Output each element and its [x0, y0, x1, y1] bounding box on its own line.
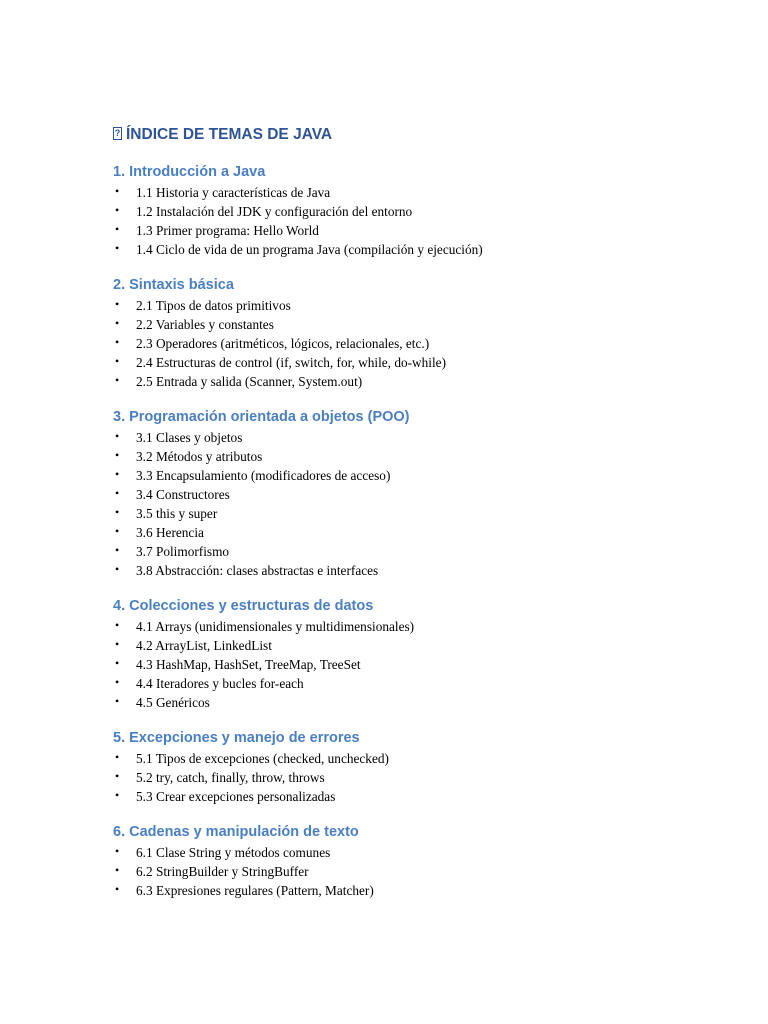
list-item-text: 3.3 Encapsulamiento (modificadores de acceso) [136, 468, 391, 483]
section-3 [113, 406, 713, 580]
topic-list [113, 296, 713, 391]
section-5 [113, 727, 713, 806]
list-item [113, 561, 713, 580]
list-item [113, 655, 713, 674]
list-item-text: 5.1 Tipos de excepciones (checked, unchecked) [136, 751, 389, 766]
list-item [113, 485, 713, 504]
bullet-icon: • [115, 637, 120, 651]
bullet-icon: • [115, 203, 120, 217]
bullet-icon: • [115, 694, 120, 708]
list-item-text: 3.4 Constructores [136, 487, 230, 502]
list-item [113, 296, 713, 315]
list-item-text: 2.2 Variables y constantes [136, 317, 274, 332]
list-item [113, 843, 713, 862]
list-item-text: 4.4 Iteradores y bucles for-each [136, 676, 304, 691]
list-item-text: 4.2 ArrayList, LinkedList [136, 638, 272, 653]
list-item [113, 466, 713, 485]
list-item [113, 862, 713, 881]
bullet-icon: • [115, 448, 120, 462]
list-item [113, 636, 713, 655]
list-item-text: 6.1 Clase String y métodos comunes [136, 845, 331, 860]
list-item [113, 315, 713, 334]
topic-list [113, 749, 713, 806]
section-heading: 6. Cadenas y manipulación de texto [113, 824, 359, 840]
list-item [113, 504, 713, 523]
section-heading: 1. Introducción a Java [113, 164, 266, 180]
topic-list [113, 183, 713, 259]
section-1 [113, 161, 713, 259]
bullet-icon: • [115, 543, 120, 557]
bullet-icon: • [115, 297, 120, 311]
bullet-icon: • [115, 675, 120, 689]
list-item-text: 2.1 Tipos de datos primitivos [136, 298, 291, 313]
list-item-text: 3.5 this y super [136, 506, 218, 521]
list-item-text: 3.8 Abstracción: clases abstractas e interfaces [136, 563, 379, 578]
bullet-icon: • [115, 618, 120, 632]
list-item-text: 2.5 Entrada y salida (Scanner, System.out) [136, 374, 363, 389]
list-item-text: 2.3 Operadores (aritméticos, lógicos, relacionales, etc.) [136, 336, 430, 351]
list-item-text: 3.7 Polimorfismo [136, 544, 230, 559]
topic-list [113, 428, 713, 580]
list-item [113, 693, 713, 712]
list-item [113, 334, 713, 353]
list-item-text: 2.4 Estructuras de control (if, switch, for, while, do-while) [136, 355, 447, 370]
bullet-icon: • [115, 844, 120, 858]
bullet-icon: • [115, 335, 120, 349]
list-item [113, 749, 713, 768]
list-item [113, 447, 713, 466]
list-item [113, 202, 713, 221]
bullet-icon: • [115, 429, 120, 443]
bullet-icon: • [115, 769, 120, 783]
bullet-icon: • [115, 882, 120, 896]
bullet-icon: • [115, 656, 120, 670]
list-item-text: 1.2 Instalación del JDK y configuración del entorno [136, 204, 413, 219]
list-item-text: 3.2 Métodos y atributos [136, 449, 263, 464]
sections-container [113, 161, 713, 900]
bullet-icon: • [115, 788, 120, 802]
bullet-icon: • [115, 467, 120, 481]
list-item-text: 3.1 Clases y objetos [136, 430, 243, 445]
bullet-icon: • [115, 316, 120, 330]
document-title [113, 124, 713, 146]
section-heading: 2. Sintaxis básica [113, 277, 234, 293]
list-item [113, 542, 713, 561]
list-item-text: 6.3 Expresiones regulares (Pattern, Matcher) [136, 883, 374, 898]
document-title-text: ÍNDICE DE TEMAS DE JAVA [126, 126, 333, 143]
list-item [113, 353, 713, 372]
list-item [113, 674, 713, 693]
bullet-icon: • [115, 524, 120, 538]
section-6 [113, 821, 713, 900]
bullet-icon: • [115, 354, 120, 368]
list-item [113, 617, 713, 636]
bullet-icon: • [115, 486, 120, 500]
list-item [113, 768, 713, 787]
bullet-icon: • [115, 184, 120, 198]
bullet-icon: • [115, 222, 120, 236]
section-2 [113, 274, 713, 391]
bullet-icon: • [115, 373, 120, 387]
bullet-icon: • [115, 750, 120, 764]
topic-list [113, 843, 713, 900]
section-heading: 3. Programación orientada a objetos (POO) [113, 409, 410, 425]
list-item [113, 881, 713, 900]
bullet-icon: • [115, 863, 120, 877]
list-item [113, 523, 713, 542]
list-item-text: 1.4 Ciclo de vida de un programa Java (compilación y ejecución) [136, 242, 483, 257]
list-item-text: 1.3 Primer programa: Hello World [136, 223, 319, 238]
bullet-icon: • [115, 505, 120, 519]
list-item-text: 5.3 Crear excepciones personalizadas [136, 789, 336, 804]
section-heading: 4. Colecciones y estructuras de datos [113, 598, 374, 614]
list-item-text: 3.6 Herencia [136, 525, 204, 540]
list-item-text: 4.3 HashMap, HashSet, TreeMap, TreeSet [136, 657, 361, 672]
topic-list [113, 617, 713, 712]
list-item [113, 372, 713, 391]
list-item [113, 240, 713, 259]
bullet-icon: • [115, 241, 120, 255]
document-content [113, 124, 713, 900]
section-4 [113, 595, 713, 712]
bullet-icon: • [115, 562, 120, 576]
list-item-text: 5.2 try, catch, finally, throw, throws [136, 770, 325, 785]
missing-glyph-icon [113, 127, 122, 140]
list-item [113, 428, 713, 447]
list-item-text: 1.1 Historia y características de Java [136, 185, 331, 200]
section-heading: 5. Excepciones y manejo de errores [113, 730, 360, 746]
list-item-text: 4.1 Arrays (unidimensionales y multidimensionales) [136, 619, 415, 634]
list-item [113, 787, 713, 806]
list-item-text: 6.2 StringBuilder y StringBuffer [136, 864, 309, 879]
list-item [113, 221, 713, 240]
list-item-text: 4.5 Genéricos [136, 695, 210, 710]
list-item [113, 183, 713, 202]
